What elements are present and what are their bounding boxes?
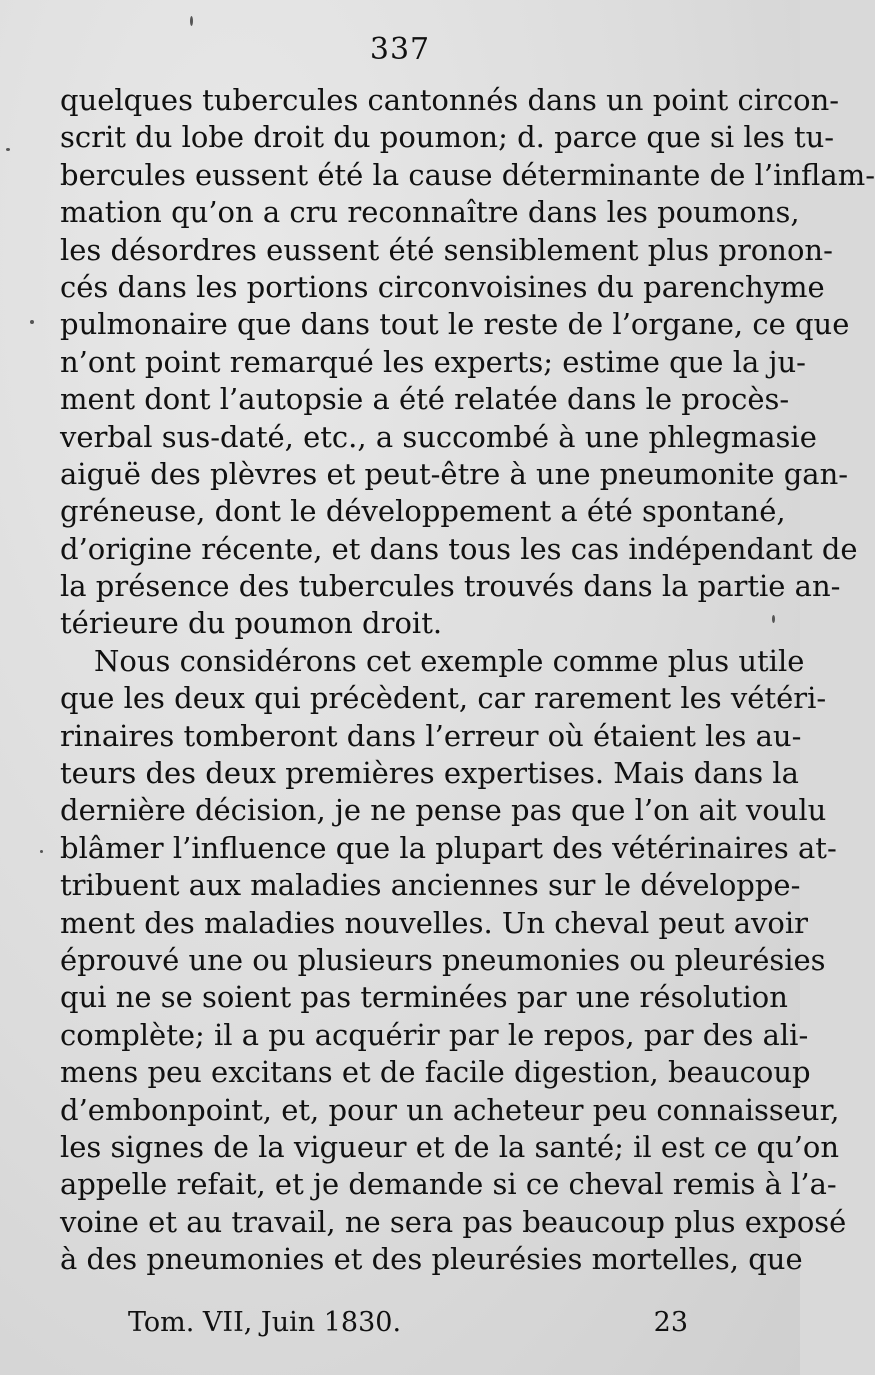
text-line: térieure du poumon droit. (60, 606, 443, 641)
text-line: blâmer l’influence que la plupart des vétérinaires at- (60, 830, 837, 865)
paragraph-start-line: Nous considérons cet exemple comme plus utile (94, 643, 805, 678)
ink-speck (190, 16, 193, 26)
text-line: dernière décision, je ne pense pas que l’on ait voulu (60, 793, 827, 828)
text-line: gréneuse, dont le développement a été spontané, (60, 494, 786, 529)
text-line: qui ne se soient pas terminées par une résolution (60, 980, 788, 1015)
text-line: voine et au travail, ne sera pas beaucoup plus exposé (60, 1204, 847, 1239)
text-line: d’embonpoint, et, pour un acheteur peu connaisseur, (60, 1092, 840, 1127)
text-line: teurs des deux premières expertises. Mais dans la (60, 756, 799, 791)
page-footer (128, 1303, 688, 1343)
text-line: la présence des tubercules trouvés dans la partie an- (60, 569, 841, 604)
ink-speck (772, 615, 775, 623)
text-line: complète; il a pu acquérir par le repos, par des ali- (60, 1017, 809, 1052)
text-line: mation qu’on a cru reconnaître dans les poumons, (60, 195, 800, 230)
ink-speck (40, 850, 43, 853)
text-line: pulmonaire que dans tout le reste de l’organe, ce que (60, 307, 850, 342)
text-line: les désordres eussent été sensiblement plus pronon- (60, 232, 833, 267)
signature-mark: 23 (653, 1307, 688, 1338)
page-number: 337 (369, 32, 431, 67)
text-line: n’ont point remarqué les experts; estime que la ju- (60, 344, 806, 379)
text-line: mens peu excitans et de facile digestion, beaucoup (60, 1055, 811, 1090)
ink-speck (6, 148, 10, 151)
text-line: ment des maladies nouvelles. Un cheval peut avoir (60, 905, 809, 940)
text-line: quelques tubercules cantonnés dans un point circon- (60, 83, 840, 117)
text-line: les signes de la vigueur et de la santé; il est ce qu’on (60, 1129, 840, 1164)
text-line: éprouvé une ou plusieurs pneumonies ou pleurésies (60, 942, 826, 977)
text-line: appelle refait, et je demande si ce cheval remis à l’a- (60, 1167, 837, 1202)
text-line: à des pneumonies et des pleurésies mortelles, que (60, 1242, 803, 1277)
text-line: rinaires tomberont dans l’erreur où étaient les au- (60, 718, 802, 753)
text-line: tribuent aux maladies anciennes sur le développe- (60, 868, 801, 903)
text-line: bercules eussent été la cause déterminante de l’inflam- (60, 157, 875, 192)
ink-speck (30, 320, 34, 324)
text-line: verbal sus-daté, etc., a succombé à une phlegmasie (60, 419, 817, 454)
text-line: ment dont l’autopsie a été relatée dans le procès- (60, 382, 790, 417)
text-line: aiguë des plèvres et peut-être à une pneumonite gan- (60, 456, 849, 491)
volume-line: Tom. VII, Juin 1830. (128, 1307, 402, 1338)
text-line: que les deux qui précèdent, car rarement les vétéri- (60, 681, 827, 716)
text-line: scrit du lobe droit du poumon; d. parce que si les tu- (60, 120, 835, 155)
body-text (60, 82, 875, 1279)
text-line: cés dans les portions circonvoisines du parenchyme (60, 269, 825, 304)
text-line: d’origine récente, et dans tous les cas indépendant de (60, 531, 858, 566)
